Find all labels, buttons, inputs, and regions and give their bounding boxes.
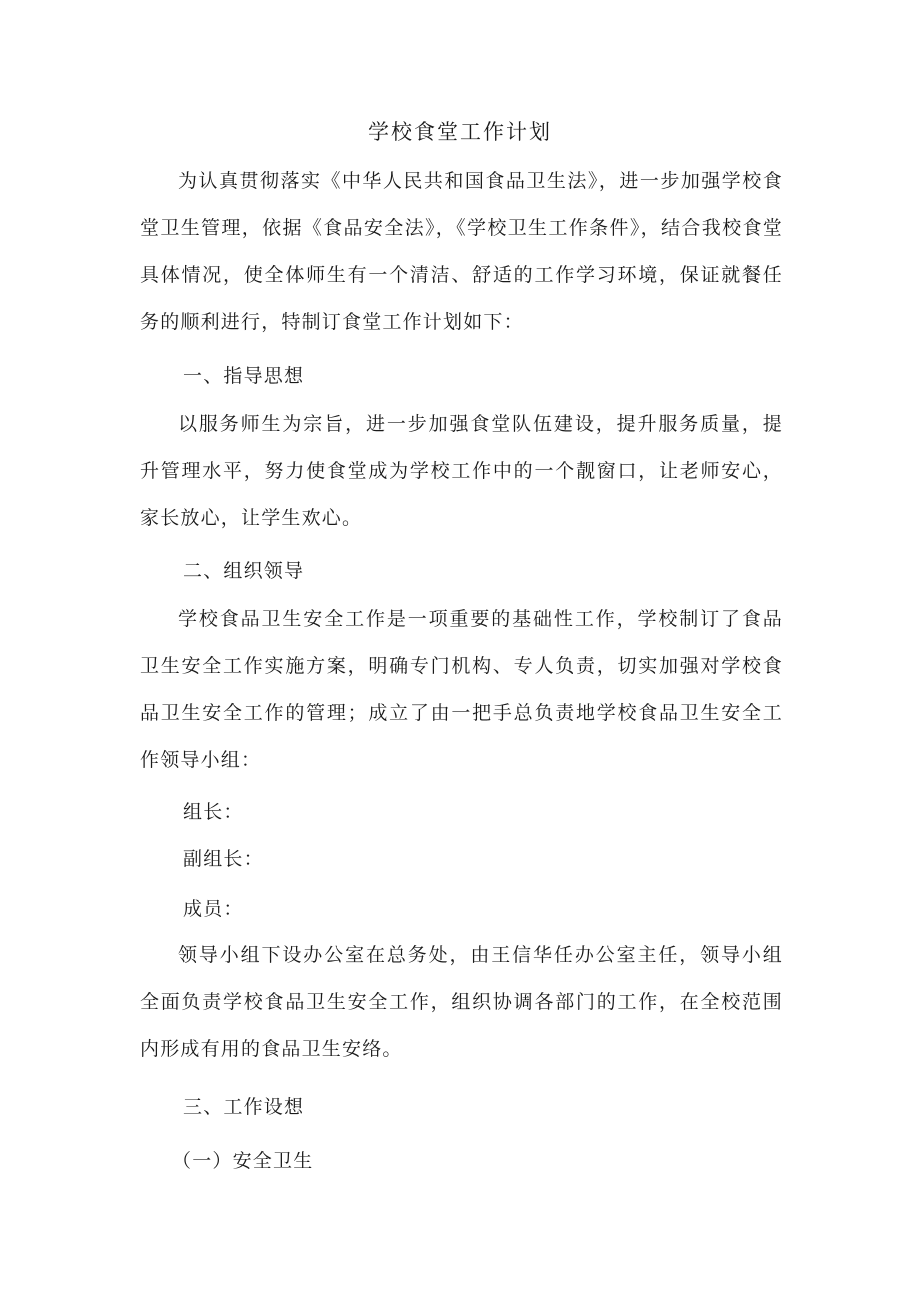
members-label: 成员： — [183, 898, 244, 920]
office-paragraph: 领导小组下设办公室在总务处，由王信华任办公室主任，领导小组全面负责学校食品卫生安全工作，组织协调各部门的工作，在全校范围内形成有用的食品卫生安络。 — [140, 944, 783, 1060]
leader-label: 组长： — [183, 801, 244, 823]
section2-heading: 二、组织领导 — [183, 560, 305, 582]
section1-heading: 一、指导思想 — [183, 365, 305, 387]
section3-heading: 三、工作设想 — [183, 1096, 305, 1118]
document-title: 学校食堂工作计划 — [368, 120, 552, 144]
deputy-leader-label: 副组长： — [183, 848, 264, 870]
section1-paragraph: 以服务师生为宗旨，进一步加强食堂队伍建设，提升服务质量，提升管理水平，努力使食堂成为学校工作中的一个靓窗口，让老师安心，家长放心，让学生欢心。 — [140, 413, 783, 529]
section2-paragraph: 学校食品卫生安全工作是一项重要的基础性工作，学校制订了食品卫生安全工作实施方案，明确专门机构、专人负责，切实加强对学校食品卫生安全工作的管理；成立了由一把手总负责地学校食品卫生安全工作领导小组： — [140, 608, 783, 771]
intro-paragraph: 为认真贯彻落实《中华人民共和国食品卫生法》，进一步加强学校食堂卫生管理，依据《食品安全法》，《学校卫生工作条件》，结合我校食堂具体情况，使全体师生有一个清洁、舒适的工作学习环境，保证就餐任务的顺利进行，特制订食堂工作计划如下： — [140, 170, 783, 333]
section3-subheading: （一）安全卫生 — [172, 1150, 314, 1172]
